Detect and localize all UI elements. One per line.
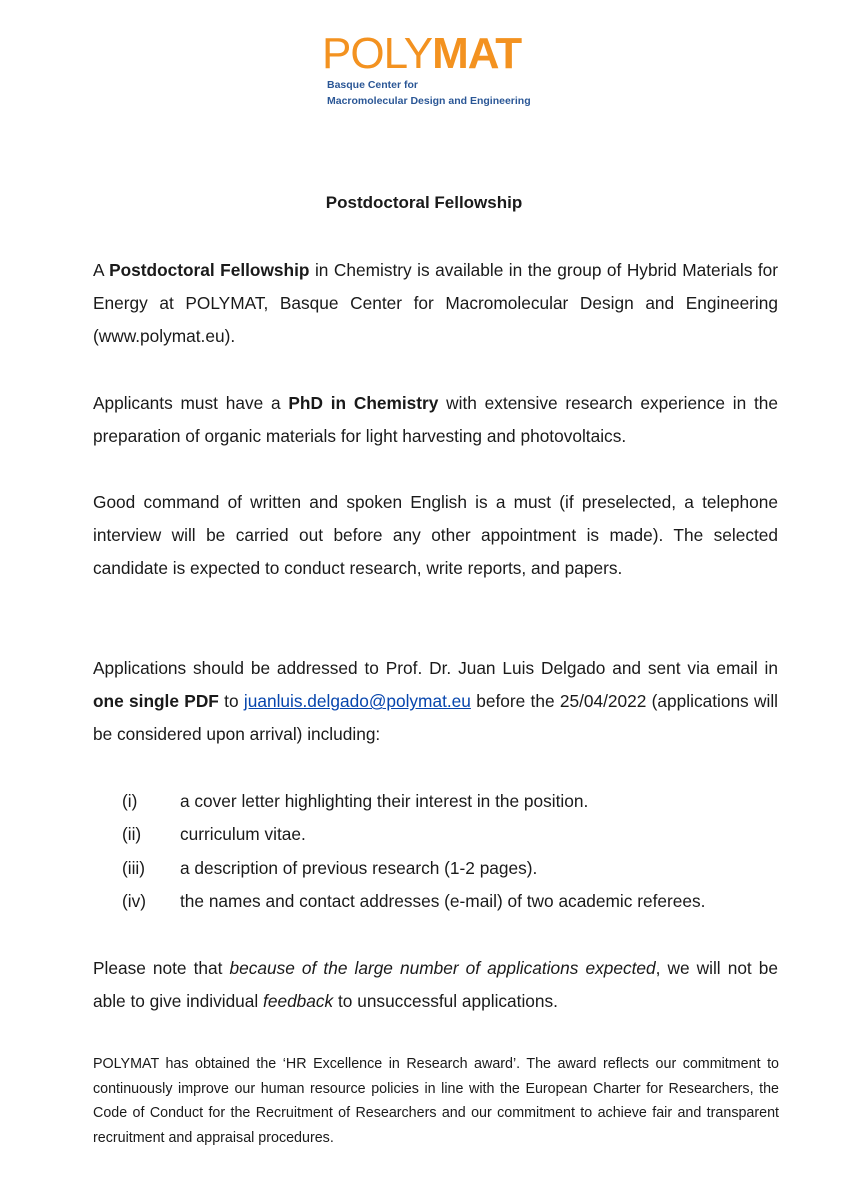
application-items-list — [122, 785, 782, 918]
list-item: (iii) a description of previous research (1-2 pages). — [122, 857, 538, 878]
language-paragraph: Good command of written and spoken English is a must (if preselected, a telephone interview will be carried out before any other appointment is made). The selected candidate is expected to conduct research, write reports, and papers. — [93, 492, 778, 579]
polymat-logo — [322, 29, 562, 108]
hr-award-footer: POLYMAT has obtained the ‘HR Excellence in Research award’. The award reflects our commitment to continuously improve our human resource policies in line with the European Charter for Researchers, the Code of Conduct for the Recruitment of Researchers and our commitment to achieve fair and transparent recruitment and appraisal procedures. — [93, 1056, 779, 1146]
logo-subtitle-line-2: Macromolecular Design and Engineering — [327, 95, 531, 107]
intro-paragraph: A Postdoctoral Fellowship in Chemistry is available in the group of Hybrid Materials for Energy at POLYMAT, Basque Center for Macromolecular Design and Engineering (www.polymat.eu). — [93, 260, 779, 347]
list-item: (iv) the names and contact addresses (e-mail) of two academic referees. — [122, 890, 706, 911]
note-paragraph: Please note that because of the large number of applications expected, we will not be able to give individual feedback to unsuccessful applications. — [93, 958, 779, 1012]
logo-subtitle-line-1: Basque Center for — [327, 79, 419, 91]
logo-wordmark: POLYMAT — [322, 29, 522, 78]
requirements-paragraph: Applicants must have a PhD in Chemistry with extensive research experience in the preparation of organic materials for light harvesting and photovoltaics. — [93, 393, 778, 447]
email-link[interactable]: juanluis.delgado@polymat.eu — [243, 691, 471, 712]
page-title: Postdoctoral Fellowship — [325, 193, 523, 212]
list-item: (i) a cover letter highlighting their interest in the position. — [122, 791, 589, 811]
application-paragraph: Applications should be addressed to Prof. Dr. Juan Luis Delgado and sent via email in one single PDF to juanluis.delgado@polymat.eu before the 25/04/2022 (applications will be considered upon arrival) including: — [93, 658, 779, 745]
list-item: (ii) curriculum vitae. — [122, 824, 306, 845]
